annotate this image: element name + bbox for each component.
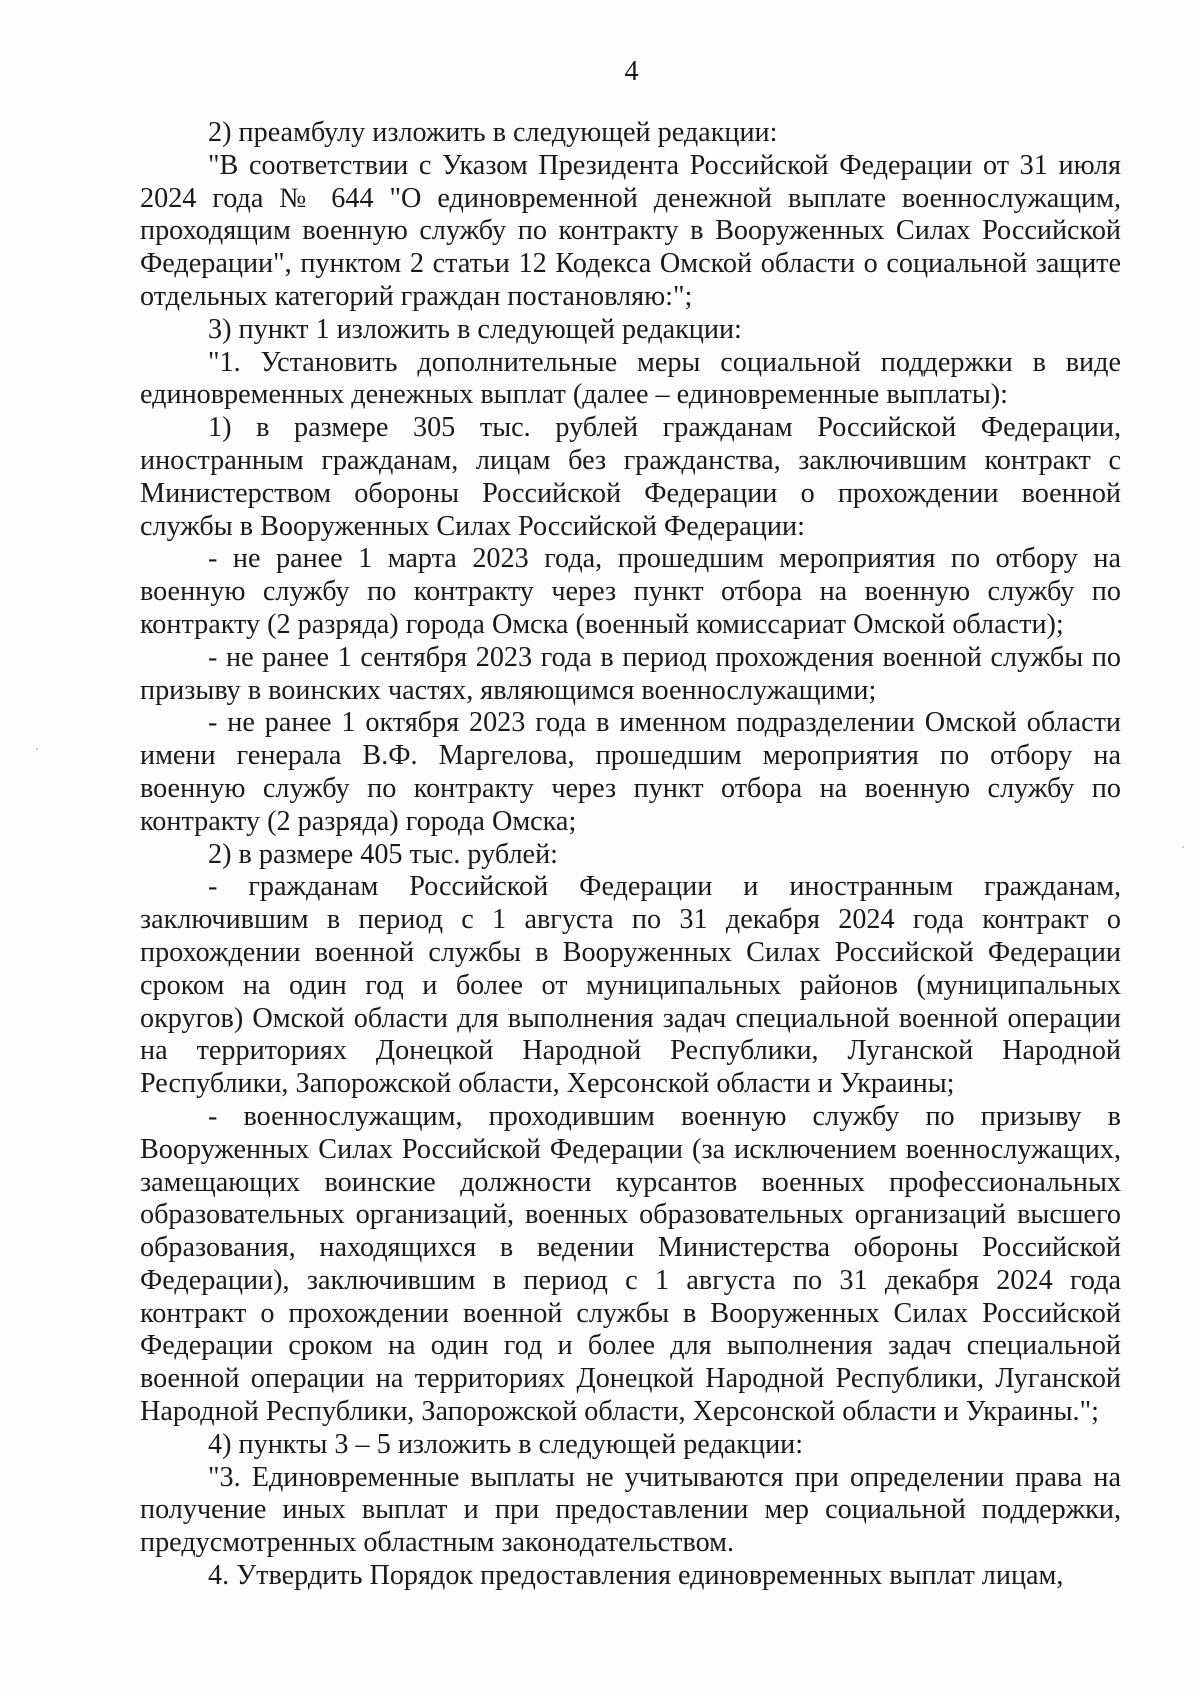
paragraph: - гражданам Российской Федерации и иностранным гражданам, заключившим в период с 1 августа по 31 декабря 2024 года контракт о прохождении военной службы в Вооруженных Силах Российской Федерации сроком на один год и более от муниципальных районов (муниципальных округов) Омской области для выполнения задач специальной военной операции на территориях Донецкой Народной Республики, Луганской Народной Республики, Запорожской области, Херсонской области и Украины; [140, 871, 1121, 1100]
paragraph: "В соответствии с Указом Президента Российской Федерации от 31 июля 2024 года № 644 "О единовременной денежной выплате военнослужащим, проходящим военную службу по контракту в Вооруженных Силах Российской Федерации", пунктом 2 статьи 12 Кодекса Омской области о социальной защите отдельных категорий граждан постановляю:"; [140, 149, 1121, 312]
paragraph: 2) в размере 405 тыс. рублей: [208, 838, 558, 870]
document-body [140, 117, 1121, 1593]
page-number: 4 [624, 56, 639, 87]
paragraph: 4) пункты 3 – 5 изложить в следующей редакции: [208, 1428, 804, 1460]
paragraph: 3) пункт 1 изложить в следующей редакции: [208, 313, 742, 345]
paragraph: 4. Утвердить Порядок предоставления единовременных выплат лицам, [208, 1560, 1064, 1592]
paragraph: - не ранее 1 октября 2023 года в именном подразделении Омской области имени генерала В.Ф. Маргелова, прошедшим мероприятия по отбору на военную службу по контракту через пункт отбора на военную службу по контракту (2 разряда) города Омска; [140, 707, 1121, 837]
paragraph: 1) в размере 305 тыс. рублей гражданам Российской Федерации, иностранным гражданам, лицам без гражданства, заключившим контракт с Министерством обороны Российской Федерации о прохождении военной службы в Вооруженных Силах Российской Федерации: [140, 412, 1121, 542]
scan-speck [1182, 846, 1184, 848]
scan-speck [36, 748, 38, 750]
paragraph: - не ранее 1 марта 2023 года, прошедшим мероприятия по отбору на военную службу по контракту через пункт отбора на военную службу по контракту (2 разряда) города Омска (военный комиссариат Омской области); [140, 543, 1121, 640]
paragraph: "1. Установить дополнительные меры социальной поддержки в виде единовременных денежных выплат (далее – единовременные выплаты): [140, 346, 1121, 411]
paragraph: "3. Единовременные выплаты не учитываются при определении права на получение иных выплат и при предоставлении мер социальной поддержки, предусмотренных областным законодательством. [140, 1461, 1121, 1559]
paragraph: - военнослужащим, проходившим военную службу по призыву в Вооруженных Силах Российской Федерации (за исключением военнослужащих, замещающих воинские должности курсантов военных профессиональных образовательных организаций, военных образовательных организаций высшего образования, находящихся в ведении Министерства обороны Российской Федерации), заключившим в период с 1 августа по 31 декабря 2024 года контракт о прохождении военной службы в Вооруженных Силах Российской Федерации сроком на один год и более для выполнения задач специальной военной операции на территориях Донецкой Народной Республики, Луганской Народной Республики, Запорожской области, Херсонской области и Украины."; [140, 1100, 1121, 1428]
paragraph: - не ранее 1 сентября 2023 года в период прохождения военной службы по призыву в воинских частях, являющимся военнослужащими; [140, 641, 1121, 706]
paragraph: 2) преамбулу изложить в следующей редакции: [208, 117, 778, 148]
